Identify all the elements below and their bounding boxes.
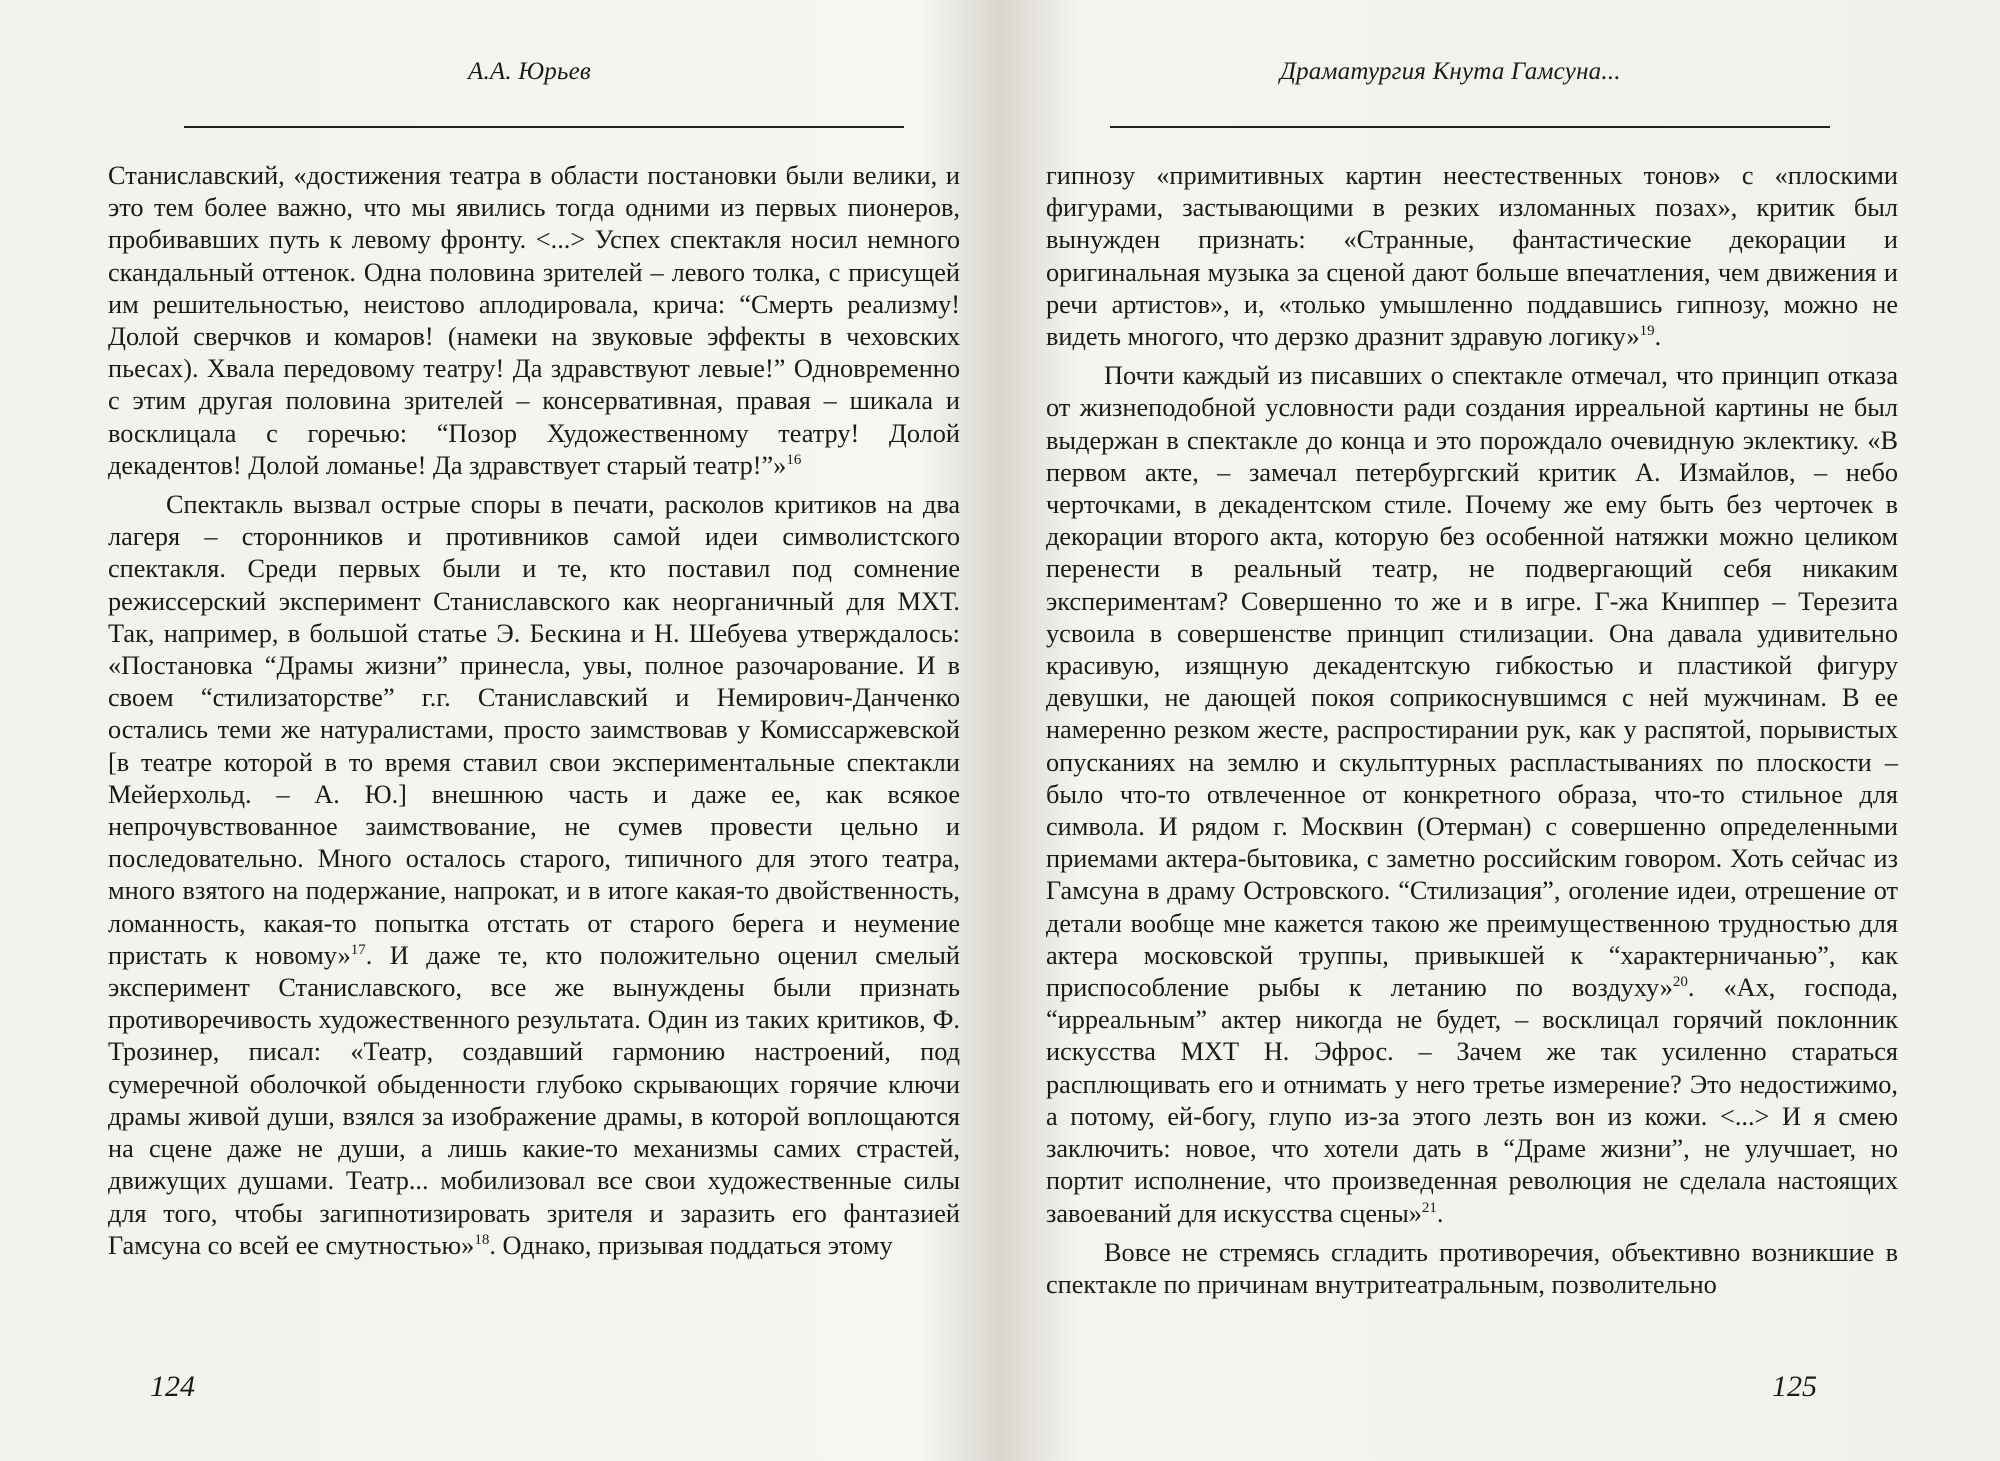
paragraph-text: гипнозу «примитивных картин неестественных тонов» с «плоскими фигурами, застывающими в резких изломанных позах», критик был вынужден признать: «Странные, фантастические декорации и оригинальная музыка за сценой дают больше впечатления, чем движения и речи артистов», и, «только умышленно поддавшись гипнозу, можно не видеть многого, что дерзко дразнит здравую логику» [1046,161,1898,352]
paragraph-tail: . [1436,1198,1444,1228]
footnote-ref: 21 [1421,1199,1437,1216]
paragraph-tail: . [1654,322,1662,352]
paragraph-2 [1046,360,1898,1229]
page-number-left: 124 [150,1370,195,1403]
running-head-left: А.А. Юрьев [468,58,591,85]
footnote-ref: 20 [1672,974,1688,991]
paragraph-text: Станиславский, «достижения театра в области постановки были велики, и это тем более важно, что мы явились тогда одними из первых пионеров, пробивавших путь к левому фронту. <...> Успех спектакля носил немного скандальный оттенок. Одна половина зрителей – левого толка, с присущей им решительностью, неистово аплодировала, крича: “Смерть реализму! Долой сверчков и комаров! (намеки на звуковые эффекты в чеховских пьесах). Хвала передовому театру! Да здравствуют левые!” Одновременно с этим другая половина зрителей – консервативная, правая – шикала и восклицала с горечью: “Позор Художественному театру! Долой декадентов! Долой ломанье! Да здравствует старый театр!”» [108,161,960,480]
footnote-ref: 18 [474,1231,490,1248]
footnote-ref: 17 [350,942,366,959]
right-page [1000,0,2000,1461]
paragraph-1 [108,160,960,482]
running-head-right: Драматургия Кнута Гамсуна... [1280,58,1621,85]
paragraph-1 [1046,160,1898,353]
paragraph-text: Почти каждый из писавших о спектакле отмечал, что принцип отказа от жизнеподобной условности ради создания ирреальной картины не был выдержан в спектакле до конца и это порождало очевидную эклектику. «В первом акте, – замечал петербургский критик А. Измайлов, – небо черточками, в декадентском стиле. Почему же ему быть без черточек в декорации второго акта, которую без особенной натяжки можно целиком перенести в реальный театр, не подвергающий себя никаким экспериментам? Совершенно то же и в игре. Г-жа Книппер – Терезита усвоила в совершенстве принцип стилизации. Она давала удивительно красивую, изящную декадентскую гибкостью и пластикой фигуру девушки, не дающей покоя соприкоснувшимся с ней мужчинам. В ее намеренно резком жесте, распростирании рук, как у распятой, порывистых опусканиях на землю и скульптурных распластываниях по плоскости – было что-то отвлеченное от конкретного образа, что-то стильное для символа. И рядом г. Москвин (Отерман) с совершенно определенными приемами актера-бытовика, с заметно российским говором. Хоть сейчас из Гамсуна в драму Островского. “Стилизация”, оголение идеи, отрешение от детали вообще мне кажется такою же преимущественною трудностью для актера московской труппы, привыкшей к “характерничанью”, как приспособление рыбы к летанию по воздуху» [1046,361,1898,1003]
page-number-right: 125 [1772,1370,1817,1403]
paragraph-tail: . «Ах, господа, “ирреальным” актер никогда не будет, – восклицал горячий поклонник искусства МХТ Н. Эфрос. – Зачем же так усиленно стараться расплющивать его и отнимать у него третье измерение? Это недостижимо, а потому, ей-богу, глупо из-за этого лезть вон из кожи. <...> И я смею заключить: новое, что хотели дать в “Драме жизни”, не улучшает, но портит исполнение, что произведенная революция не сделала настоящих завоеваний для искусства сцены» [1046,973,1899,1228]
paragraph-tail: . И даже те, кто положительно оценил смелый эксперимент Станиславского, все же вынуждены были признать противоречивость художественного результата. Один из таких критиков, Ф. Трозинер, писал: «Театр, создавший гармонию настроений, под сумеречной оболочкой обыденности глубоко скрывающих горячие ключи драмы живой души, взялся за изображение драмы, в которой воплощаются на сцене даже не души, а лишь какие-то механизмы самих страстей, движущих душами. Театр... мобилизовал все свои художественные силы для того, чтобы загипнотизировать зрителя и заразить его фантазией Гамсуна со всей ее смутностью» [108,940,960,1260]
left-page-body [108,160,960,1262]
paragraph-text: Спектакль вызвал острые споры в печати, расколов критиков на два лагеря – сторонников и противников самой идеи символистского спектакля. Среди первых были и те, кто поставил под сомнение режиссерский эксперимент Станиславского как неорганичный для МХТ. Так, например, в большой статье Э. Бескина и Н. Шебуева утверждалось: «Постановка “Драмы жизни” принесла, увы, полное разочарование. И в своем “стилизаторстве” г.г. Станиславский и Немирович-Данченко остались теми же натуралистами, просто заимствовав у Комиссаржевской [в театре которой в то время ставил свои экспериментальные спектакли Мейерхольд. – А. Ю.] внешнюю часть и даже ее, как всякое непрочувствованное заимствование, не сумев провести цельно и последовательно. Много осталось старого, типичного для этого театра, много взятого на подержание, напрокат, и в итоге какая-то двойственность, ломанность, какая-то попытка отстать от старого берега и неумение пристать к новому» [108,490,960,970]
header-rule-right [1110,126,1830,128]
paragraph-3: Вовсе не стремясь сгладить противоречия, объективно возникшие в спектакле по причинам внутритеатральным, позволительно [1046,1237,1898,1299]
right-page-body [1046,160,1898,1301]
footnote-ref: 16 [786,452,802,469]
footnote-ref: 19 [1639,323,1655,340]
paragraph-2 [108,489,960,1262]
paragraph-tail: . Однако, призывая поддаться этому [489,1230,893,1260]
header-rule-left [184,126,904,128]
